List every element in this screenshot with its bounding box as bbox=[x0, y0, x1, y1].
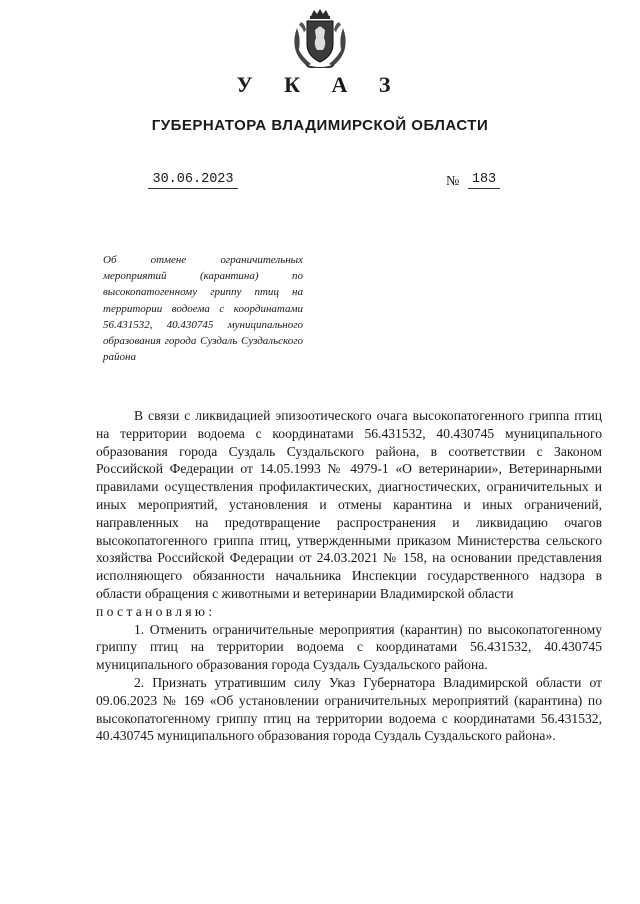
preamble-paragraph: В связи с ликвидацией эпизоотического очага высокопатогенного гриппа птиц на территории водоема с координатами 56.431532, 40.430745 муниципального образования города Суздаль Суздальского района, в соответствии с Законом Российской Федерации от 14.05.1993 № 4979-1 «О ветеринарии», Ветеринарными правилами осуществления профилактических, диагностических, ограничительных и иных мероприятий, установления и отмены карантина и иных ограничений, направленных на предотвращение распространения и ликвидацию очагов высокопатогенного гриппа птиц, утвержденными приказом Министерства сельского хозяйства Российской Федерации от 24.03.2021 № 158, на основании представления исполняющего обязанности начальника Инспекции государственного надзора в области обращения с животными и ветеринарии Владимирской области bbox=[96, 408, 602, 601]
decree-body bbox=[96, 407, 602, 745]
document-issuer: ГУБЕРНАТОРА ВЛАДИМИРСКОЙ ОБЛАСТИ bbox=[151, 117, 489, 134]
document-title: У К А З bbox=[236, 72, 404, 97]
decree-word: постановляю: bbox=[96, 603, 216, 619]
decree-item-2: 2. Признать утратившим силу Указ Губернатора Владимирской области от 09.06.2023 № 169 «Об установлении ограничительных мероприятий (карантина) по высокопатогенному гриппу птиц на территории водоема с координатами 56.431532, 40.430745 муниципального образования города Суздаль Суздальского района». bbox=[96, 674, 602, 744]
coat-of-arms-icon bbox=[293, 8, 347, 68]
decree-number: 183 bbox=[468, 172, 500, 189]
decree-subject: Об отмене ограничительных мероприятий (карантина) по высокопатогенному гриппу птиц на территории водоема с координатами 56.431532, 40.430745 муниципального образования города Суздаль Суздальского района bbox=[103, 254, 303, 364]
number-sign: № bbox=[446, 174, 460, 189]
decree-item-1: 1. Отменить ограничительные мероприятия (карантин) по высокопатогенному гриппу птиц на территории водоема с координатами 56.431532, 40.430745 муниципального образования города Суздаль Суздальского района. bbox=[96, 621, 602, 673]
decree-date: 30.06.2023 bbox=[148, 172, 238, 189]
